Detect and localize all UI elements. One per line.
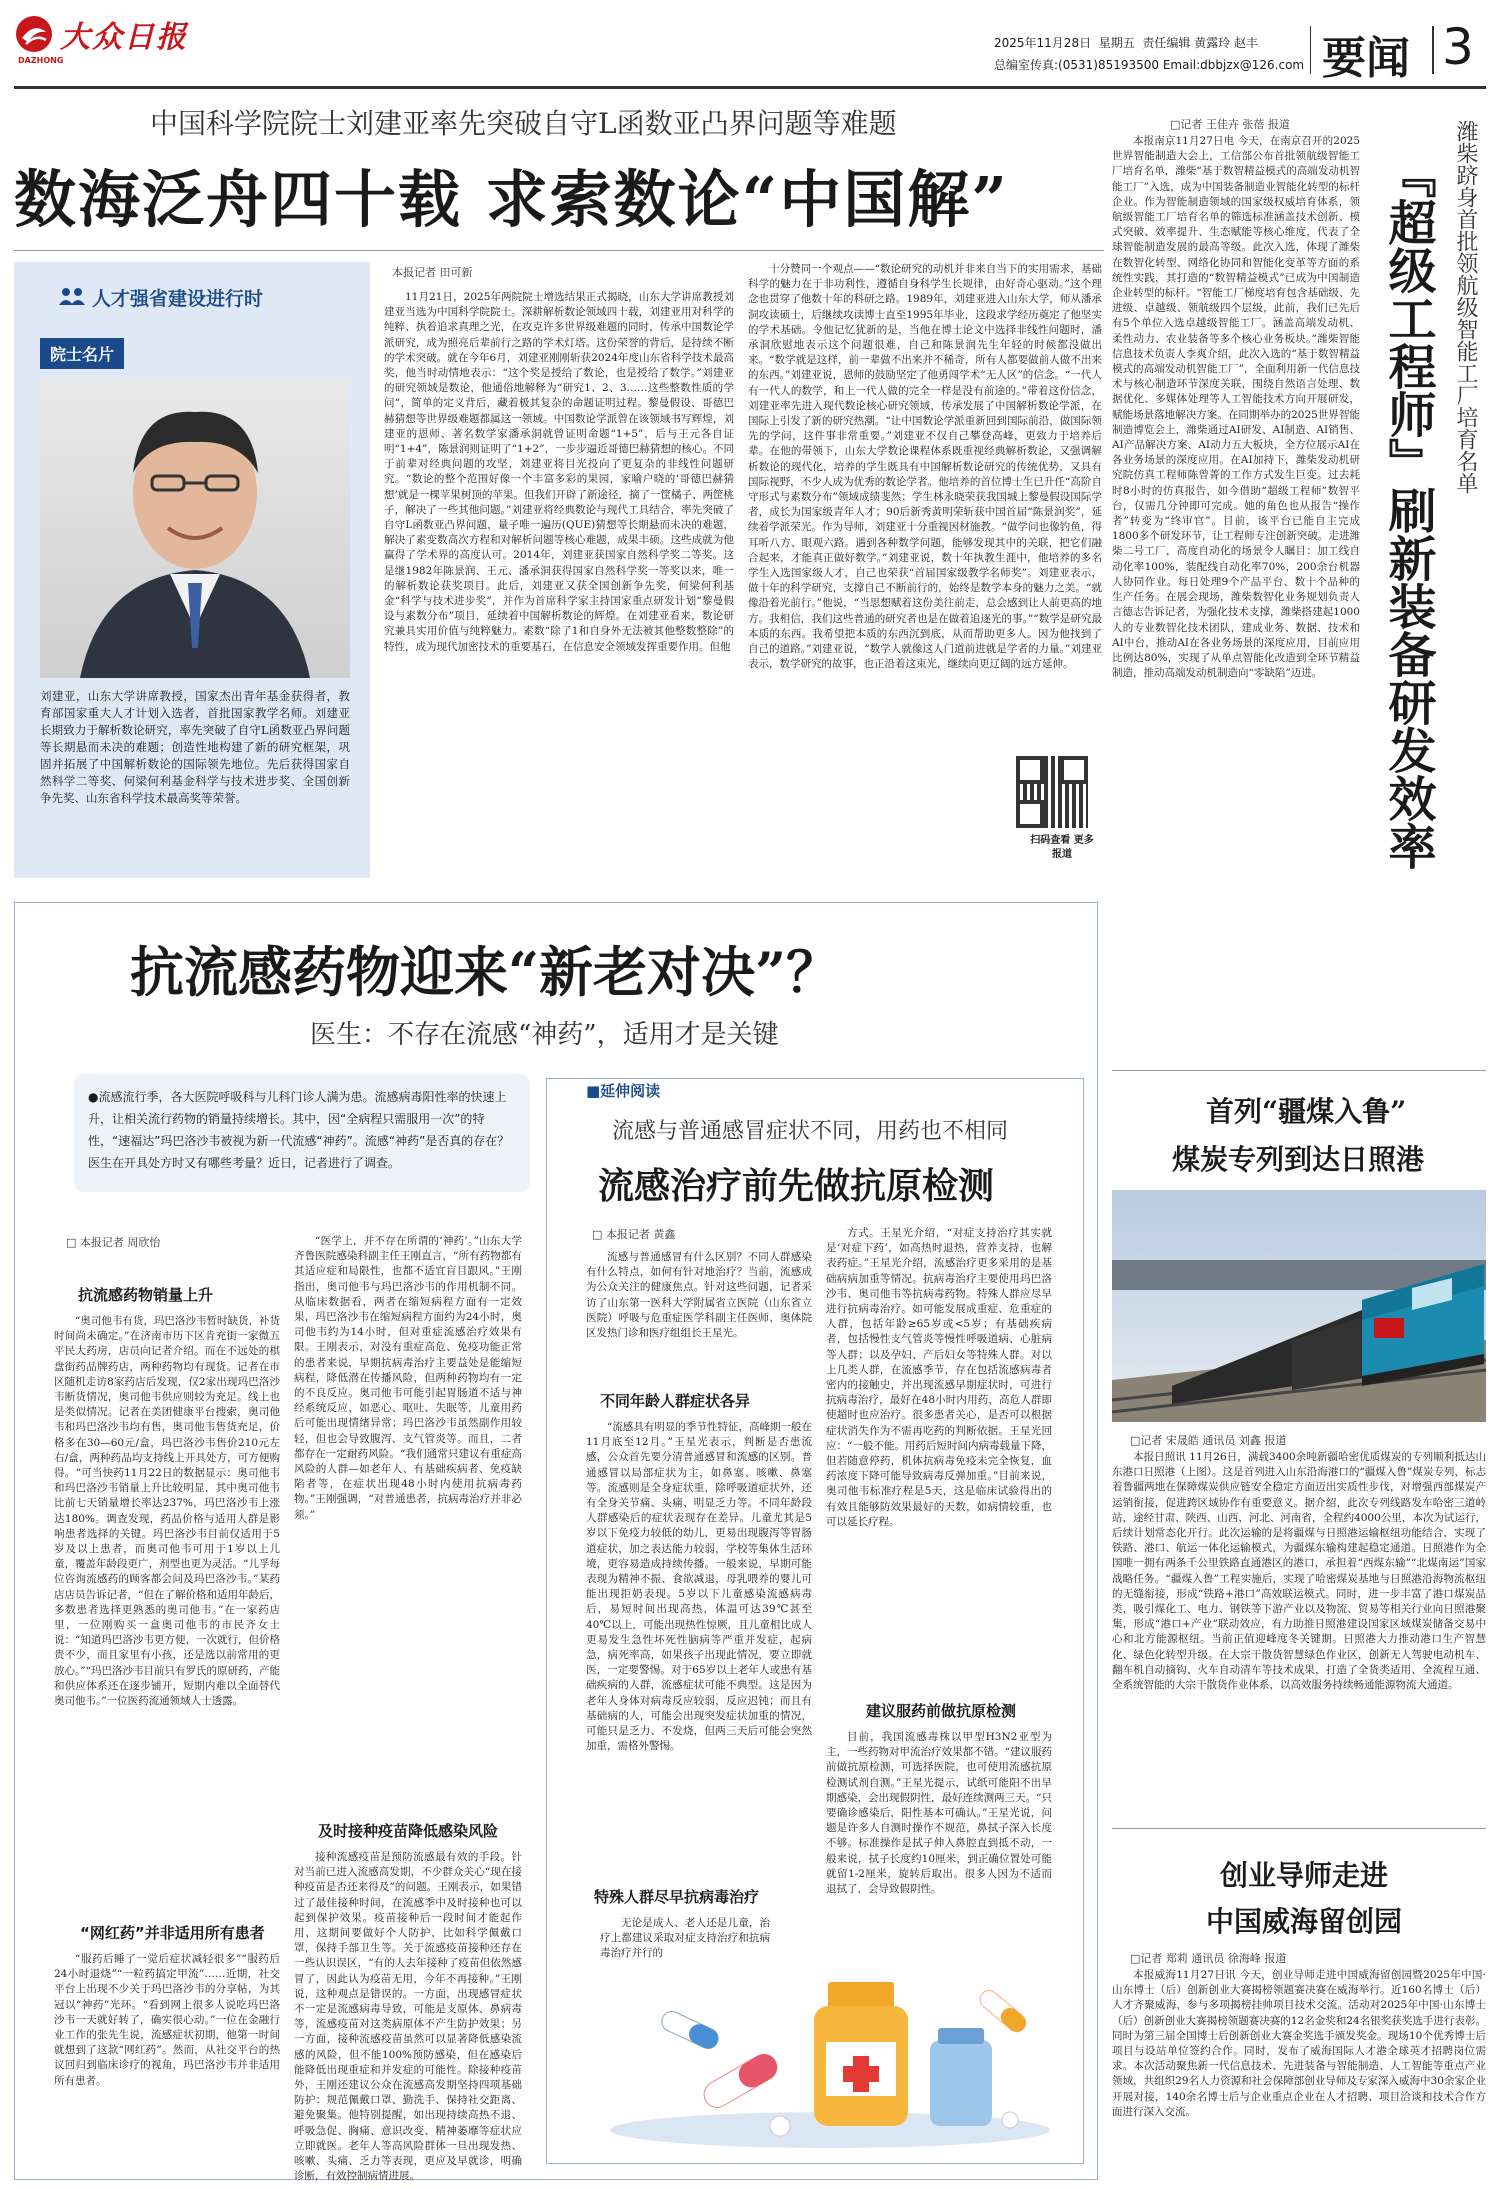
flu-column-2b: 接种流感疫苗是预防流感最有效的手段。针对当前已进入流感高发期，不少群众关心“现在接种疫苗是否还来得及”的问题。王刚表示，如果错过了最佳接种时间，在流感季中及时接种也可以起到保护效果。疫苗接种后一段时间才能起作用，这期间要做好个人防护，比如科学佩戴口罩，保持手部卫生等。关于流感疫苗接种还存在一些认识误区，“有的人去年接种了疫苗但依然感冒了，因此认为疫苗无用，今年不再接种。”王刚说，这种观点是错误的。一方面，出现感冒症状不一定是流感病毒导致，可能是支原体、鼻病毒等，流感疫苗对这类病原体不产生防护效果；另一方面，接种流感疫苗虽然可以显著降低感染流感的风险，但不能100%预防感染，但在感染后能降低出现重症和并发症的可能性。除接种疫苗外，王刚还建议公众在流感高发期坚持四项基础防护：规范佩戴口罩、勤洗手、保持社交距离、避免聚集。他特别提醒，如出现持续高热不退、呼吸急促、胸痛、意识改变、精神萎靡等症状应立即就医。老年人等高风险群体一旦出现发热、咳嗽、头痛、乏力等表现，更应及早就诊，明确诊断，有效控制病情进展。 [294,1851,522,2183]
editor-text: 责任编辑 黄露玲 赵丰 [1142,36,1259,50]
lead-column-2-tail [748,756,1008,878]
card-caption: 刘建亚，山东大学讲席教授，国家杰出青年基金获得者，教育部国家重大人才计划入选者，首批国家教学名师。刘建亚长期致力于解析数论研究，率先突破了自守L函数亚凸界问题等长期悬而未决的难题；创造性地构建了新的研究框架，巩固并拓展了中国解析数论的国际领先地位。先后获得国家自然科学二等奖、何梁何利基金科学与技术进步奖、全国创新争先奖、山东省科学技术最高奖等荣誉。 [40,689,350,805]
right-vertical-subhead: 潍柴跻身首批领航级智能工厂培育名单 [1453,120,1478,494]
flu-sub2: “网红药”并非适用所有患者 [80,1924,265,1942]
masthead [14,12,1486,82]
flu-headline: 抗流感药物迎来“新老对决”？ [130,940,841,1004]
right-vertical-headline: 『超级工程师』刷新装备研发效率 [1380,150,1436,870]
lead-headline: 数海泛舟四十载 求索数论“中国解” [14,163,1009,236]
flu-sub1: 抗流感药物销量上升 [78,1286,214,1304]
ext-sub2: 特殊人群尽早抗病毒治疗 [594,1888,760,1906]
ext-byline: □ 本报记者 黄鑫 [592,1228,676,1241]
flu-sub3: 及时接种疫苗降低感染风险 [318,1822,499,1840]
portrait-photo [40,378,350,678]
page-number: 3 [1442,18,1474,76]
logo-text: 大众日报 [60,20,188,55]
medicine-illustration [600,1930,1060,2154]
flu-column-1: “奥司他韦有货，玛巴洛沙韦暂时缺货，补货时间尚未确定。”在济南市历下区肯充街一家微五平民大药房，店员向记者介绍。而在不远处的棋盘街药品牌药店，两种药物均有现货。记者在市区随机走访8家药店后发现，仅2家出现玛巴洛沙韦断货情况，奥司他韦供应则较为充足。线上也是类似情况。记者在美团健康平台搜索，奥司他韦和玛巴洛沙韦均有售，奥司他韦售货充足，价格多在30—60元/盒，玛巴洛沙韦售价210元左右/盒，两种药品均支持线上开具处方，可方便购得。“可当快药11月22日的数据显示：奥司他韦和玛巴洛沙韦销量上升比较明显，其中奥司他韦比前七天销量增长率达237%，玛巴洛沙韦上涨达180%。调查发现，药品价格与适用人群是影响患者选择的关键。玛巴洛沙韦目前仅适用于5岁及以上患者，而奥司他韦可用于1岁以上儿童，覆盖年龄段更广，剂型也更为灵活。“儿孚每位咨询流感药的顾客都会问及玛巴洛沙韦。”某药店店员告诉记者，“但在了解价格和适用年龄后，多数患者选择更熟悉的奥司他韦。”在一家药店里，一位刚购买一盒奥司他韦的市民齐女士说：“知道玛巴洛沙韦更方便，一次就行，但价格贵不少，而且家里有小孩，还是选以前常用的更放心。”“玛巴洛沙韦目前只有罗氏的原研药，产能和供应体系还在逐步铺开，短期内难以全面替代奥司他韦。”一位医药流通领域人士透露。 [54,1315,280,1708]
coal-train-photo [1112,1190,1486,1422]
flu-subhead: 医生：不存在流感“神药”，适用才是关键 [310,1020,779,1050]
right-bottom-rule [1112,1070,1486,1071]
startup-headline-2: 中国威海留创园 [1206,1905,1403,1938]
coal-headline-1: 首列“疆煤入鲁” [1206,1095,1407,1128]
right-reporter: □记者 王佳卉 张蓓 报道 [1170,118,1290,131]
flu-byline: □ 本报记者 周欣怡 [66,1236,161,1249]
section-name: 要闻 [1322,33,1410,84]
right-story-body: 本报南京11月27日电 今天，在南京召开的2025世界智能制造大会上，工信部公布首批领航级智能工厂培育名单，潍柴“基于数智精益模式的高端发动机智能工厂”入选，成为中国装备制造业智能化转型的标杆企业。作为智能制造领域的国家级权威培育体系，领航级智能工厂培育名单的筛选标准涵盖技术创新、模式突破、效率提升、生态赋能等核心维度，代表了全球智能制造发展的最高等级。此次入选，体现了潍柴在数智化转型、网络化协同和智能化变革等方面的系统性实践，其打造的“数智精益模式”已成为中国制造企业转型的标杆。“智能工厂梯度培育包含基础级、先进级、卓越级、领航级四个层级，此前，我们已先后有5个单位入选卓越级智能工厂。涵盖高端发动机、柔性动力、农业装备等多个核心业务板块。”潍柴智能信息技术负责人李爽介绍，此次入选的“基于数智精益模式的高端发动机智能工厂”，全面利用新一代信息技术与核心制造环节深度关联，围绕自然语言处理、数据优化、多媒体处理等人工智能技术方向开展研发，赋能场景落地解决方案。在同期举办的2025世界智能制造博览会上，潍柴通过AI研发、AI制造、AI销售、AI产品解决方案、AI动力五大板块，全方位展示AI在各业务场景的深度应用。在AI加持下，潍柴发动机研究院仿真工程师陈曾菁的工作方式发生巨变。过去耗时8小时的仿真报告，如今借助“超级工程师”数智平台，仅需几分钟即可完成。她的角色也从报告“操作者”转变为“终审官”。目前，该平台已能自主完成1800多个研发环节，让工程师专注创新突破。走进潍柴二号工厂，高度自动化的场景令人瞩目：加工线自动化率100%，装配线自动化率70%，200余台机器人协同作业。每日处理9个产品平台、数十个品种的生产任务。在展会现场，潍柴数智化业务规划负责人言德志告诉记者，为强化技术支撑，潍柴搭建起1000人的专业数智化技术团队，建成业务、数据、技术和AI中台，推动AI在各业务场景的深度应用，目前应用比例达80%，实现了从单点智能化改造到全环节精益制造，推动高端发动机制造向“零缺陷”迈进。 [1112,135,1360,680]
logo-sub: DAZHONG [18,56,64,65]
fax-line: 总编室传真:(0531)85193500 Email:dbbjzx@126.com [994,58,1305,72]
flu-column-2: “医学上，并不存在所谓的‘神药’。”山东大学齐鲁医院感染科副主任王刚直言，“所有药物都有其适应症和局限性，也都不适宜盲目跟风。”王刚指出，奥司他韦与玛巴洛沙韦的作用机制不同。从临床数据看，两者在缩短病程方面有一定效果，玛巴洛沙韦在缩短病程方面约为24小时，奥司他韦约为14小时，但对重症流感治疗效果有限。王刚表示，对没有重症高危、免疫功能正常的患者来说，早期抗病毒治疗主要益处是能缩短病程，降低潜在传播风险，但两种药物均有一定的不良反应。奥司他韦可能引起胃肠道不适与神经系统反应，如恶心、呕吐、失眠等，儿童用药后可能出现情绪异常；玛巴洛沙韦虽然副作用较轻，但也会导致腹泻、支气管炎等。而且，二者都存在一定耐药风险。“我们通常只建议有重症高风险的人群—如老年人、有基础疾病者、免疫缺陷者等，在症状出现48小时内使用抗病毒药物。”王刚强调，“对普通患者，抗病毒治疗并非必须。” [294,1235,522,1521]
lead-column-1: 11月21日，2025年两院院士增选结果正式揭晓，山东大学讲席教授刘建亚当选为中国科学院院士。深耕解析数论领域四十载，刘建亚用对科学的纯粹、执着追求真理之光，在攻克许多世界级难题的同时，传承中国数论学派研究，成为照亮后辈前行之路的学术灯塔。这份荣誉的背后，是持续不断的学术突破。就在今年6月，刘建亚刚刚斩获2024年度山东省科学技术最高奖，他当时动情地表示：“这个奖是授给了数论，也是授给了数学。”刘建亚的研究领域是数论，他通俗地解释为“研究1、2、3……这些整数性质的学问”，简单的定义背后，藏着极其复杂的命题证明过程。黎曼假设、哥德巴赫猜想等世界级难题都属这一领域。中国数论学派曾在该领域书写辉煌，刘建亚的恩师、著名数学家潘承洞就曾证明命题“1+5”，后与王元各自证明“1+4”，陈景润则证明了“1+2”，一步步逼近哥德巴赫猜想的核心。不同于前辈对经典问题的攻坚，刘建亚将目光投向了更复杂的非线性问题研究。“数论的整个范围好像一个丰富多彩的果园，家喻户晓的‘哥德巴赫猜想’就是一棵苹果树顶的苹果。但我们开辟了新途径，摘了一筐橘子、两筐桃子，解决了一些其他问题。”刘建亚将经典数论与现代工具结合，率先突破了自守L函数亚凸界问题，量子唯一遍历(QUE)猜想等长期悬而未决的难题，解决了素变数高次方程和对解析问题等核心难题，成果丰硕。这些成就为他赢得了学术界的高度认可。2014年，刘建亚获国家自然科学奖二等奖。这是继1982年陈景润、王元、潘承洞获得国家自然科学奖一等奖以来，唯一的解析数论获奖项目。此后，刘建亚又获全国创新争先奖，何梁何利基金“科学与技术进步奖”，并作为首席科学家主持国家重点研发计划“黎曼假设与素数分布”项目，延续着中国解析数论的辉煌。在刘建亚看来，数论研究兼具实用价值与纯粹魅力。素数“除了1和自身外无法被其他整数整除”的特性，成为现代加密技术的重要基石，在信息安全领域发挥重要作用。但他 [384,291,734,653]
header-separator [1310,26,1311,74]
lead-column-2: 十分赞同一个观点——“数论研究的动机并非来自当下的实用需求，基础科学的魅力在于非功利性，遵循自身科学生长规律，由好奇心驱动。”这个理念也贯穿了他数十年的科研之路。1989年，刘建亚进入山东大学，师从潘承洞攻读硕士，后继续攻读博士直至1995年毕业，这段求学经历奠定了他坚实的学术基础。令他记忆犹新的是，当他在博士论文中选择非线性问题时，潘承洞欣慰地表示这个问题很难，自己和陈景润先生年轻的时候都没做出来。“数学就是这样，前一辈做不出来并不稀奇，所有人都要做前人做不出来的东西。”刘建亚说，恩师的鼓励坚定了他勇闯学术“无人区”的信念。“一代人有一代人的数学，和上一代人做的完全一样是没有前途的。”带着这份信念，刘建亚率先进入现代数论核心研究领域，传承发展了中国解析数论学派，在国际上引发了新的研究热潮。“让中国数论学派重新回到国际前沿，做国际领先的学问，这件事非常重要。”刘建亚不仅自己攀登高峰，更致力于培养后辈。在他的带领下，山东大学数论课程体系既重视经典解析数论，又强调解析数论的现代化，培养的学生既具有中国解析数论研究的传统优势，又具有国际视野，不少人成为优秀的数论学者。他培养的首位博士生已升任“高阶自守形式与素数分布”领域成绩斐然；学生林永晓荣获我国城上黎曼假设国际学者，成长为国家级青年人才；90后新秀黄明荣斩获中国首届“陈景润奖”，延续着学派荣光。作为导师，刘建亚十分重视因材施教。“做学问也像钓鱼，得耳听八方、眼观六路。遇到各种数学问题，能够发现其中的关联，把它们融合起来，才能真正做好数学。”刘建亚说，数十年执教生涯中，他培养的多名学生入选国家级人才，自己也荣获“首届国家级教学名师奖”。刘建亚表示，做十年的科学研究，支撑自己不断前行的，始终是数学本身的魅力之美。“就像沿着光前行。”他说，“当思想赋着这份美往前走，总会感到让人前更高的地方。我相信，我们这些普通的研究者也是在做着追逐光的事。”“数学是研究最本质的东西。我希望把本质的东西沉到底，从而帮助更多人。因为他找到了自己的道路。”刘建亚说，“数学人就像这人门道前进就是学者的力量。”刘建亚表示，数学研究的故事，也正沿着这束光，继续向更辽阔的远方延伸。 [748,263,1102,671]
startup-reporter: □记者 郑莉 通讯员 徐海峰 报道 [1130,1952,1287,1965]
page-separator [1432,26,1434,74]
ext-subhead: 流感与普通感冒症状不同，用药也不相同 [612,1119,1009,1144]
flu-lead-box: ●流感流行季，各大医院呼吸科与儿科门诊人满为患。流感病毒阳性率的快速上升，让相关流行药物的销量持续增长。其中，因“全病程只需服用一次”的特性，“速福达”玛巴洛沙韦被视为新一代流感“神药”。流感“神药”是否真的存在？医生在开具处方时又有哪些考量？近日，记者进行了调查。 [74,1074,530,1192]
ext-column-1b: “流感具有明显的季节性特征，高峰期一般在11月底至12月。”王星光表示，判断是否患流感，公众首先要分清普通感冒和流感的区别。普通感冒以局部症状为主，如鼻塞、咳嗽、鼻塞等。流感则是全身症状重，除呼吸道症状外，还有全身关节痛、头痛、明显乏力等。不同年龄段人群感染后的症状表现存在差异。儿童尤其是5岁以下免疫力较低的幼儿，更易出现腹泻等胃肠道症状，加之表达能力较弱，学校等集体生活环境，更容易造成持续传播。一般来说，早期可能表现为精神不振、食欲减退，母乳喂养的婴儿可能出现拒奶表现。5岁以下儿童感染流感病毒后，易短时间出现高热，体温可达39℃甚至40℃以上，可能出现热性惊厥，且儿童相比成人更易发生急性坏死性脑病等严重并发症，起病急，病死率高，如果孩子出现此情况，要立即就医，一定要警惕。对于65岁以上老年人或患有基础疾病的人群，流感症状可能不典型。这是因为老年人身体对病毒反应较弱，反应迟钝；而且有基础病的人，可能会出现突发症状加重的情况，可能只是乏力、不发烧，但两三天后可能会突然加重，需格外警惕。 [586,1421,812,1753]
qr-code[interactable] [1016,756,1088,828]
date-text: 2025年11月28日 [994,36,1092,50]
lead-kicker: 中国科学院院士刘建亚率先突破自守L函数亚凸界问题等难题 [150,107,897,140]
ext-tag: ■延伸阅读 [586,1082,661,1100]
people-icon [58,286,86,310]
coal-reporter: □记者 宋晟皓 通讯员 刘鑫 报道 [1130,1434,1287,1447]
qr-label: 扫码查看 更多报道 [1030,835,1094,860]
ext-column-2b: 目前，我国流感毒株以甲型H3N2亚型为主，一些药物对甲流治疗效果都不错。“建议服药前做抗原检测，可选择医院，也可使用流感抗原检测试剂自测。”王星光提示，试纸可能阳不出早期感染，会出现假阴性，最好连续测两三天。“只要确诊感染后，阳性基本可确认。”王星光说，问题是许多人自测时操作不规范，鼻拭子深入长度不够。标准操作是拭子伸入鼻腔直到抵不动，一般来说，拭子长度约10厘米，到正确位置处可能就留1-2厘米，旋转后取出。很多人因为不适而退拭了，会导致假阴性。 [826,1731,1052,1896]
ext-column-1: 流感与普通感冒有什么区别？不同人群感染有什么特点，如何有针对地治疗？当前，流感成为公众关注的健康焦点。针对这些问题，记者采访了山东第一医科大学附属省立医院（山东省立医院）呼吸与危重症医学科副主任医师、奥体院区发热门诊和医疗组组长王星光。 [586,1251,812,1340]
masthead-rule [14,86,1486,89]
ext-column-1c: 无论是成人、老人还是儿童，治疗上都建议采取对症支持治疗和抗病毒治疗并行的 [600,1917,770,1960]
flu-column-1b: “服药后睡了一觉后症状减轻很多”“服药后24小时退烧”“一粒药搞定甲流”……近期，社交平台上出现不少关于玛巴洛沙韦的分享帖，为其冠以“神药”光环。“看到网上很多人说吃玛巴洛沙韦一天就好转了，确实很心动。”一位在金融行业工作的张先生说，流感症状初期，他第一时间就想到了这款“网红药”。然而，从社交平台的热议回归到临床诊疗的视角，玛巴洛沙韦并非适用所有患者。 [54,1953,280,2087]
logo-emblem-icon [14,14,54,54]
coal-bottom-rule [1112,1828,1486,1829]
ext-headline: 流感治疗前先做抗原检测 [598,1165,995,1207]
ext-sub3: 建议服药前做抗原检测 [866,1702,1017,1720]
issue-date [994,34,1258,51]
startup-body: 本报威海11月27日讯 今天，创业导师走进中国威海留创园暨2025年中国·山东博士（后）创新创业大赛揭榜领题赛决赛在威海举行。近160名博士（后）人才齐聚威海，参与多项揭榜挂帅项目技术交流。活动对2025年中国·山东博士（后）创新创业大赛揭榜领题赛决赛的12名金奖和24名银奖获奖选手进行表彰。同时为第三届全国博士后创新创业大赛金奖选手颁发奖金。现场10个优秀博士后项目与设站单位签约合作。同时，发布了威海国际人才港全球英才招聘岗位需求。本次活动聚焦新一代信息技术、先进装备与智能制造、人工智能等重点产业领域，共组织29名人力资源和社会保障部创业导师及专家深入威海中30余家企业开展对接，140余名博士后与企业重点企业在人才招聘、项目洽谈和技术合作方面进行深入交流。 [1112,1969,1486,2118]
ext-column-2: 方式。王星光介绍，“对症支持治疗其实就是‘对症下药’，如高热时退热，营养支持，也解表药症。”王星光介绍，流感治疗更多采用的是基础病病加重等情况。抗病毒治疗主要使用玛巴洛沙韦、奥司他韦等抗病毒药物。特殊人群应尽早进行抗病毒治疗。如可能发展成重症、危重症的人群，包括年龄≥65岁或<5岁；有基础疾病者，包括慢性支气管炎等慢性呼吸道病、心脏病等人群；以及孕妇、产后妇女等特殊人群。对以上几类人群，在流感季节，存在包括流感病毒者密内的接触史，并出现流感早期症状时，可进行抗病毒治疗，最好在48小时内用药，高危人群即使超时也应治疗。很多患者关心，是否可以根据症状消失作为不需再吃药的判断依据。王星光回应：“一般不能。用药后短时间内病毒载量下降，但若随意停药，机体抗病毒免疫未完全恢复，血药浓度下降可能导致病毒反弹加重。”目前来说，奥司他韦标准疗程是5天，这是临床试验得出的有效且能够防效果最好的天数，如病情较重，也可以延长疗程。 [826,1227,1052,1528]
weekday-text: 星期五 [1098,36,1135,50]
profile-card [14,262,370,878]
lead-byline: 本报记者 田可新 [392,266,473,279]
ext-sub1: 不同年龄人群症状各异 [600,1392,751,1410]
column-tag: 人才强省建设进行时 [92,288,264,310]
coal-headline-2: 煤炭专列到达日照港 [1172,1143,1425,1176]
coal-body: 本报日照讯 11月26日，满载3400余吨新疆哈密优质煤炭的专列顺利抵达山东港口日照港（上图）。这是首列进入山东沿海港口的“疆煤入鲁”煤炭专列，标志着鲁疆两地在保障煤炭供应链安全稳定方面迈出实质性步伐，对增强西部煤炭产运销衔接，促进跨区域协作有重要意义。据介绍，此次专列线路发车哈密三道岭站，途经甘肃、陕西、山西、河北、河南省，全程约4000公里，本次为试运行，后续计划常态化开行。此次运输的是将疆煤与日照港运输枢纽功能结合，实现了铁路、港口、航运一体化运输模式，为疆煤东输构建起稳定通道。日照港作为全国唯一拥有两条千公里铁路直通港区的港口，承担着“西煤东输”“北煤南运”国家战略任务。“疆煤入鲁”工程实施后，实现了哈密煤炭基地与日照港沿海物流枢纽的无缝衔接，形成“铁路+港口”高效联运模式。同时，进一步丰富了港口煤炭品类，吸引煤化工、电力、钢铁等下游产业以及物流、贸易等相关行业向日照港聚集，形成“港口+产业”联动效应，有力助推日照港建设国家区域煤炭储备交易中心和北方能源枢纽。当前正值迎峰度冬关键期。日照港大力推动港口生产智慧化、绿色化转型升级。在大宗干散货智慧绿色作业区，创新无人驾驶电动机车、翻车机自动摘钩、火车自动清车等技术成果，打造了全货类适用、全流程互通、全系统智能的大宗干散货作业体系，以高效服务持续畅通能源物流大通道。 [1112,1451,1486,1692]
card-label: 院士名片 [40,338,124,369]
lead-rule [14,250,1104,251]
startup-headline-1: 创业导师走进 [1220,1859,1389,1892]
